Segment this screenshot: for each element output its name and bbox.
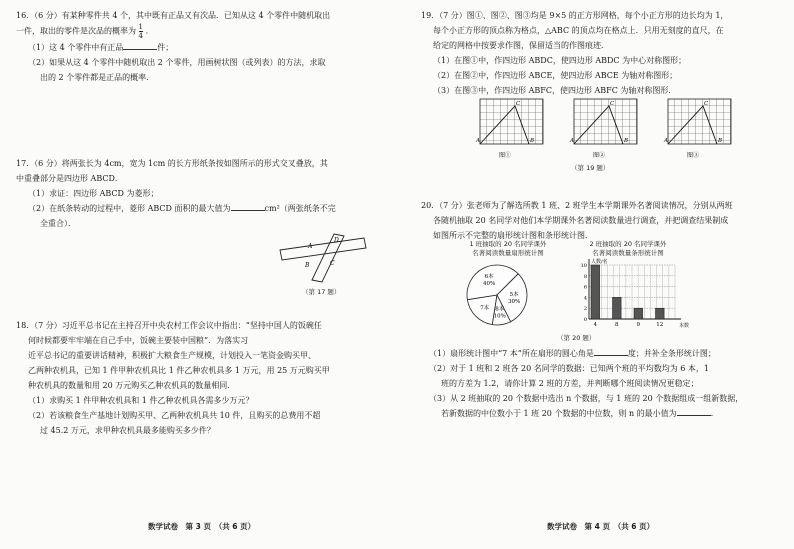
x-tick-label: 8 (615, 322, 619, 328)
bar-9 (634, 308, 643, 319)
question-20 (421, 198, 733, 243)
vertex-b: B (530, 138, 535, 144)
grid-caption-3: 图③ (687, 152, 700, 159)
q20-part3-text: 若新数据的中位数小于 1 班 20 个数据的中位数，则 n 的最小值为 (441, 409, 677, 418)
q17-caption: （第 17 题） (302, 288, 341, 296)
q20-subquestions (429, 346, 743, 421)
grid-caption-2: 图② (593, 152, 606, 159)
q16-stem-line1: 16．（6 分）有某种零件共 4 个，其中既有正品又有次品．已知从这 4 个零件中随机取出 (16, 11, 331, 20)
x-tick-label: 9 (636, 322, 641, 328)
q20-part2-line2: 班的方差为 1.2，请你计算 2 班的方差，并判断哪个班阅读情况更稳定； (441, 379, 699, 388)
q16-stem-line2 (16, 23, 330, 40)
grid-caption-1: 图① (499, 152, 512, 159)
q18-part2-line2: 过 45.2 万元，求甲种农机具最多能购买多少件？ (40, 426, 215, 435)
question-19 (421, 8, 728, 98)
vertex-a: A (476, 138, 480, 144)
answer-blank[interactable] (123, 40, 157, 50)
q20-part1-text: （1）扇形统计图中“7 本”所在扇形的圆心角是 (429, 349, 594, 358)
grid-figure-2 (569, 99, 637, 159)
pie-slice-label: 6本 (484, 273, 494, 280)
vertex-c: C (610, 101, 615, 107)
vertex-b: B (718, 138, 723, 144)
q18-line: 18．（7 分）习近平总书记在主持召开中央农村工作会议中指出：“坚持中国人的饭碗任 (16, 321, 322, 330)
period: ． (710, 409, 719, 418)
q16-part1 (16, 40, 330, 55)
pie-slice-label: 8本 (495, 306, 505, 313)
answer-blank[interactable] (677, 406, 711, 416)
pie-slice-label: 30% (508, 299, 521, 306)
q19-caption: （第 19 题） (571, 164, 610, 172)
q19-line: 给定的网格中按要求作图，保留适当的作图痕迹． (433, 41, 609, 50)
question-16 (16, 8, 330, 85)
label-d: D (334, 237, 339, 244)
pie-title-line1: 1 班抽取的 20 名同学课外 (469, 240, 547, 248)
q19-part1: （1）在图①中，作四边形 ABDC，使四边形 ABDC 为中心对称图形； (433, 56, 687, 65)
pie-chart-title (453, 240, 563, 258)
pie-slice-label: 7本 (480, 305, 490, 312)
vertex-a: A (664, 138, 668, 144)
q18-line: 乙两种农机具，已知 1 件甲种农机具比 1 件乙种农机具多 1 万元，用 25 万元购买甲 (28, 366, 330, 375)
q18-part1: （1）求购买 1 件甲种农机具和 1 件乙种农机具各需多少万元？ (28, 396, 254, 405)
y-tick-label: 2 (583, 306, 587, 313)
q20-line: 如图所示不完整的扇形统计图和条形统计图． (433, 231, 593, 240)
vertex-a: A (570, 138, 574, 144)
q16-fraction (139, 23, 143, 40)
bar-title-line2: 名著阅读数量条形统计图 (592, 249, 664, 257)
x-tick-label: 12 (656, 322, 664, 328)
q19-part2: （2）在图②中，作四边形 ABCE，使四边形 ABCE 为轴对称图形； (433, 71, 678, 80)
q20-part2-line1: （2）对于 1 班和 2 班各 20 名同学的数据：已知两个班的平均数均为 6 本，1 (429, 364, 709, 373)
bar-title-line1: 2 班抽取的 20 名同学课外 (589, 240, 667, 248)
y-tick-label: 6 (583, 284, 587, 291)
q16-part1-text: （1）这 4 个零件中有正品 (28, 43, 124, 52)
label-b: B (305, 262, 310, 269)
pie-slice-label: 40% (482, 280, 496, 287)
y-tick-label: 8 (583, 273, 587, 280)
q16-part2-line2: 出的 2 个零件都是正品的概率． (40, 73, 155, 82)
q16-part1-end: 件； (157, 43, 174, 52)
q17-part2-text: （2）在纸条转动的过程中，菱形 ABCD 面积的最大值为 (28, 204, 231, 213)
q18-part2: （2）若该粮食生产基地计划购买甲、乙两种农机具共 10 件，且购买的总费用不超 (28, 411, 321, 420)
q20-caption: （第 20 题） (557, 334, 596, 342)
q17-part2-line2: 全重合）． (40, 219, 76, 228)
q19-grids (476, 98, 749, 162)
q20-part3-line1: （3）从 2 班抽取的 20 个数据中选出 n 个数据，与 1 班的 20 个数据组成一组新数据， (429, 394, 744, 403)
q17-part1: （1）求证：四边形 ABCD 为菱形； (28, 189, 159, 198)
pie-slice-label: 5本 (509, 292, 519, 299)
pie-slice-label: 10% (493, 313, 506, 320)
x-tick-label: 4 (593, 322, 598, 328)
y-tick-label: 4 (583, 295, 587, 302)
q20-part3-line2 (429, 406, 743, 421)
grid-figure-3 (663, 99, 731, 159)
q16-part2-line1: （2）如果从这 4 个零件中随机取出 2 个零件，用画树状图（或列表）的方法，求取 (28, 58, 326, 67)
q20-line: 20．（7 分）张老师为了解选所教 1 班、2 班学生本学期课外名著阅读情况，分别从两班 (421, 201, 733, 210)
q20-part1-end: 度；并补全条形统计图； (627, 349, 716, 358)
q20-line: 各随机抽取 20 名同学对他们本学期课外名著阅读数量进行调查，并把调查结果制成 (433, 216, 729, 225)
fraction-denominator: 4 (138, 32, 144, 40)
q16-stem2-text: 一件，取出的零件是次品的概率为 (16, 26, 136, 36)
x-axis-label: 本数 (679, 323, 690, 329)
page-footer-right: 数学试卷 第 4 页 （共 6 页） (547, 522, 655, 531)
grid-figure-1 (475, 99, 543, 159)
right-page (397, 0, 794, 549)
pie-chart (457, 260, 567, 330)
q17-strips-figure (278, 232, 368, 282)
fraction-numerator: 1 (138, 23, 144, 31)
vertex-b: B (624, 138, 629, 144)
answer-blank[interactable] (594, 346, 628, 356)
pie-title-line2: 名著阅读数量扇形统计图 (472, 249, 544, 257)
label-a: A (308, 243, 313, 250)
label-c: C (330, 260, 335, 267)
y-axis-label: 人数/名 (591, 259, 608, 265)
y-tick-label: 0 (583, 317, 587, 323)
q18-line: 近平总书记的重要讲话精神，积极扩大粮食生产规模，计划投入一笔资金购买甲、 (28, 351, 316, 360)
bar-chart (575, 255, 695, 335)
q17-part2-unit: cm²（两张纸条不完 (264, 204, 336, 213)
q17-part2 (16, 201, 336, 216)
q19-part3: （3）在图③中，作四边形 ABFC，使四边形 ABFC 为轴对称图形． (433, 86, 677, 95)
q17-stem-line2: 中重叠部分是四边形 ABCD． (16, 174, 123, 183)
bar-12 (656, 308, 665, 319)
q20-part1 (429, 346, 743, 361)
answer-blank[interactable] (231, 201, 265, 211)
question-17 (16, 156, 336, 231)
q18-line: 种农机具的数量和用 20 万元购买乙种农机具的数量相同． (28, 381, 236, 390)
q19-line: 19．（7 分）图①、图②、图③均是 9×5 的正方形网格，每个小正方形的边长均为 1， (421, 11, 729, 20)
vertex-c: C (516, 101, 521, 107)
y-tick-label: 10 (580, 263, 587, 269)
page-footer-left: 数学试卷 第 3 页 （共 6 页） (148, 522, 256, 531)
vertex-c: C (704, 101, 709, 107)
q19-line: 每个小正方形的顶点称为格点，△ABC 的顶点均在格点上．只用无刻度的直尺，在 (433, 26, 724, 35)
bar-4 (591, 265, 600, 319)
q17-stem-line1: 17．（6 分）将两张长为 4cm，宽为 1cm 的长方形纸条按如图所示的形式交叉叠放，其 (16, 159, 328, 168)
question-18 (16, 318, 330, 438)
bar-8 (613, 297, 622, 319)
q18-line: 何时候都要牢牢端在自己手中，饭碗主要装中国粮”．为落实习 (28, 336, 249, 345)
q16-stem2-end: ． (145, 26, 154, 36)
